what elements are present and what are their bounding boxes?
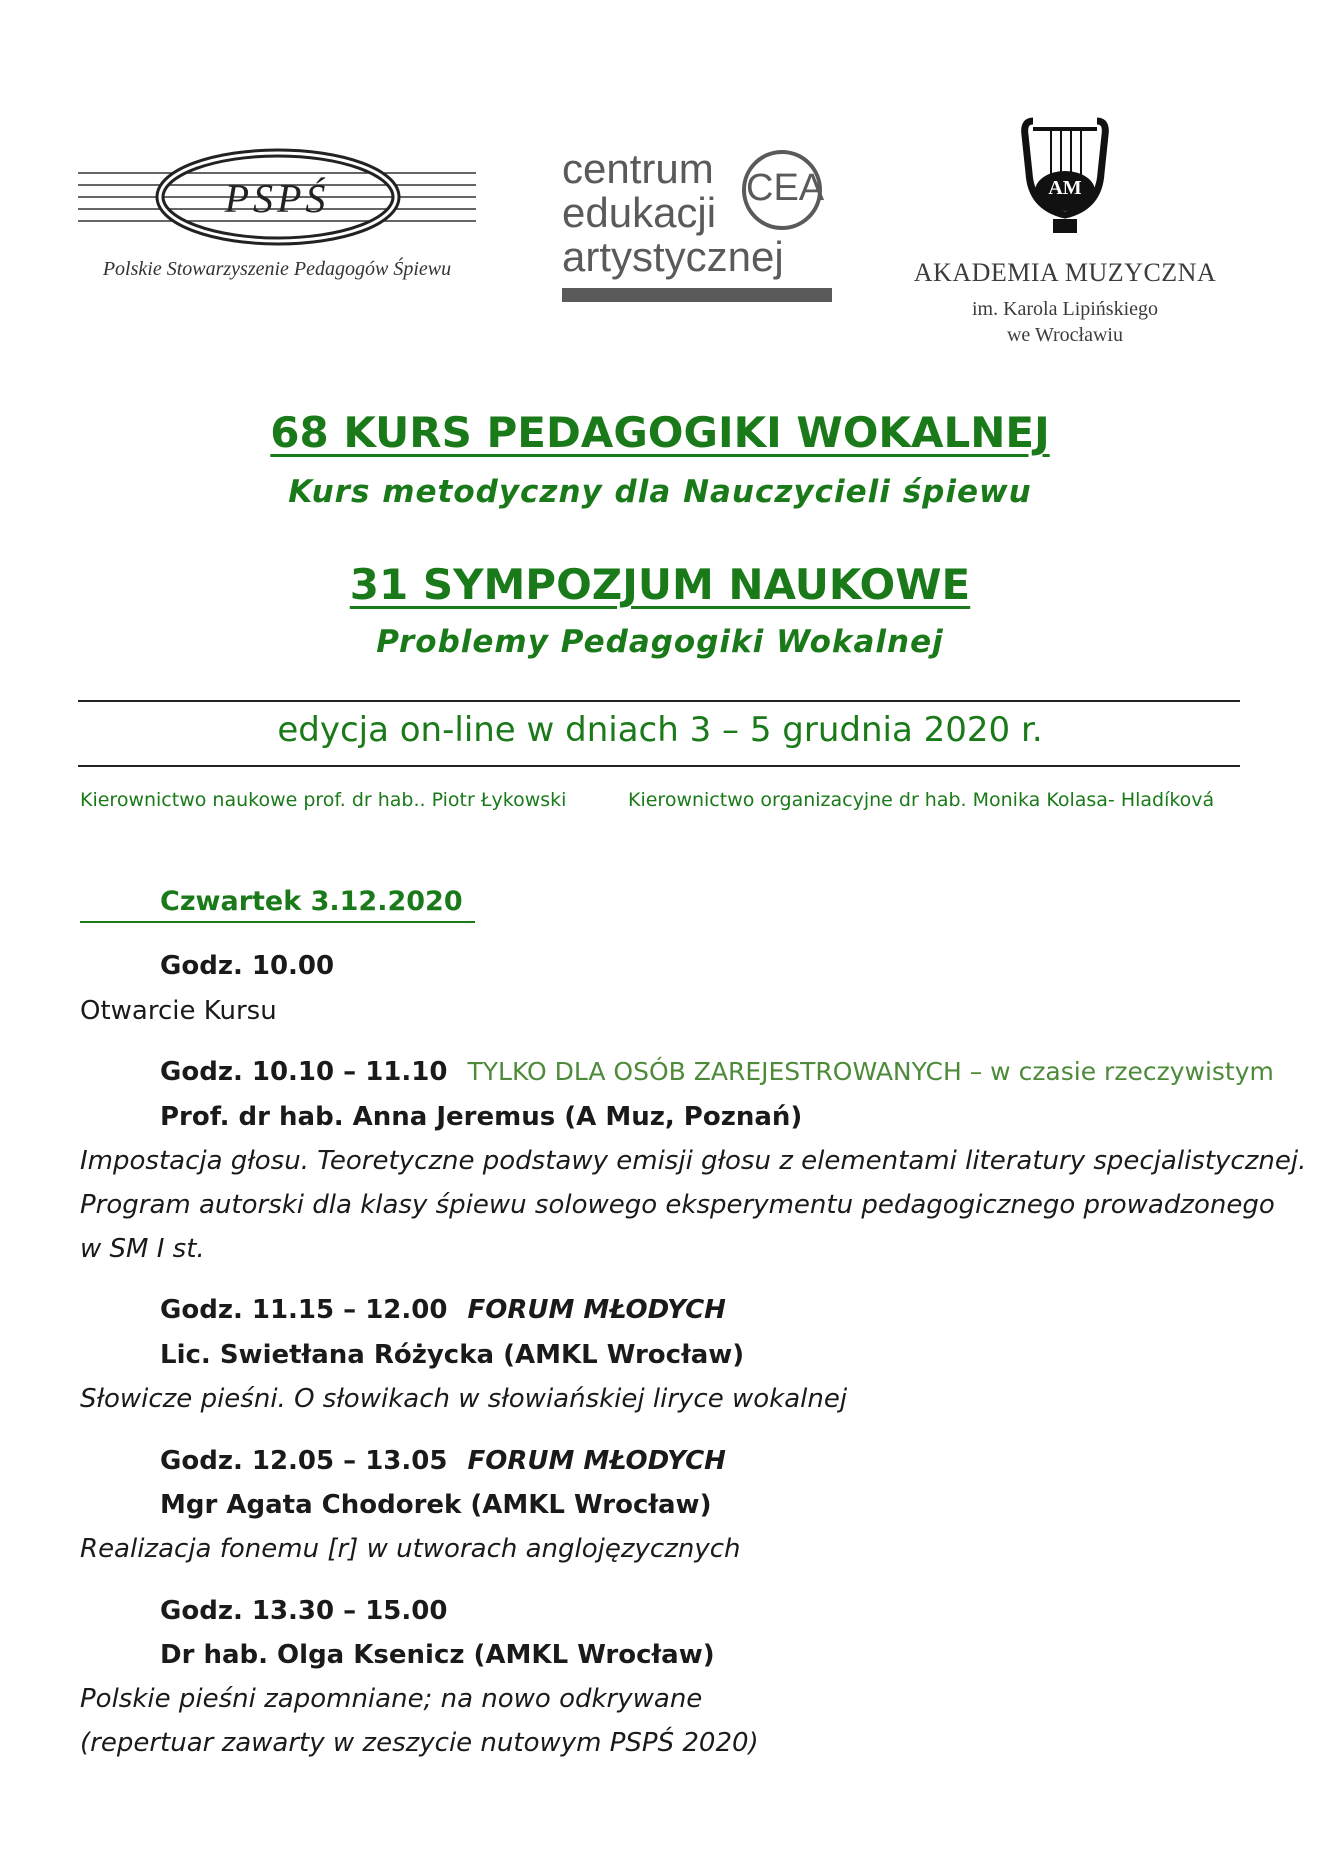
session-desc: Słowicze pieśni. O słowikach w słowiańskiej liryce wokalnej (80, 1384, 848, 1414)
cea-line1: centrum (562, 145, 714, 192)
session-speaker: Prof. dr hab. Anna Jeremus (A Muz, Poznań) (160, 1102, 803, 1132)
cea-line2: edukacji (562, 189, 717, 236)
session-row (160, 1295, 726, 1325)
divider-bottom (78, 765, 1240, 767)
psps-mark: PSPŚ (224, 176, 330, 221)
session-speaker: Lic. Swietłana Różycka (AMKL Wrocław) (160, 1340, 745, 1370)
session-row (160, 1057, 1274, 1087)
organizational-lead: Kierownictwo organizacyjne dr hab. Monika Kolasa- Hladíková (628, 789, 1215, 811)
academy-name: AKADEMIA MUZYCZNA (913, 258, 1217, 287)
academy-logo (895, 115, 1235, 355)
edition-line: edycja on-line w dniach 3 – 5 grudnia 2020 r. (277, 710, 1043, 750)
session-desc-line: Polskie pieśni zapomniane; na nowo odkrywane (80, 1684, 703, 1714)
session-desc: Otwarcie Kursu (80, 996, 277, 1026)
session-time: Godz. 11.15 – 12.00 (160, 1295, 448, 1325)
course-title: 68 KURS PEDAGOGIKI WOKALNEJ (270, 408, 1050, 457)
lyre-icon (1015, 115, 1115, 235)
session-time: Godz. 10.10 – 11.10 (160, 1057, 448, 1087)
symposium-subtitle: Problemy Pedagogiki Wokalnej (376, 624, 944, 660)
session-tag: FORUM MŁODYCH (467, 1446, 726, 1476)
session-tag: FORUM MŁODYCH (467, 1295, 726, 1325)
day-label: Czwartek 3.12.2020 (160, 886, 463, 917)
cea-emblem-icon (742, 150, 825, 230)
session-note: TYLKO DLA OSÓB ZAREJESTROWANYCH – w czasie rzeczywistym (467, 1057, 1274, 1086)
session-desc-line: w SM I st. (80, 1234, 205, 1264)
session-time: Godz. 13.30 – 15.00 (160, 1596, 448, 1626)
cea-line3: artystycznej (562, 233, 784, 280)
session-desc-line: (repertuar zawarty w zeszycie nutowym PSPŚ 2020) (80, 1728, 759, 1758)
cea-bar (562, 288, 832, 302)
academy-patron: im. Karola Lipińskiego (971, 298, 1159, 320)
cea-mark: CEA (746, 167, 825, 209)
session-desc-line: Impostacja głosu. Teoretyczne podstawy emisji głosu z elementami literatury specjalistycznej. (80, 1146, 1307, 1176)
academy-city: we Wrocławiu (1006, 324, 1123, 346)
session-desc: Realizacja fonemu [r] w utworach anglojęzycznych (80, 1534, 741, 1564)
academy-mark: AM (1048, 177, 1082, 199)
symposium-title: 31 SYMPOZJUM NAUKOWE (349, 560, 971, 609)
day-header (80, 886, 475, 923)
course-subtitle: Kurs metodyczny dla Nauczycieli śpiewu (288, 474, 1032, 510)
session-row (160, 1446, 726, 1476)
psps-caption: Polskie Stowarzyszenie Pedagogów Śpiewu (102, 258, 452, 280)
session-speaker: Dr hab. Olga Ksenicz (AMKL Wrocław) (160, 1640, 715, 1670)
divider-top (78, 700, 1240, 702)
scientific-lead: Kierownictwo naukowe prof. dr hab.. Piotr Łykowski (80, 789, 567, 811)
cea-logo (562, 140, 840, 306)
session-time: Godz. 12.05 – 13.05 (160, 1446, 448, 1476)
session-time: Godz. 10.00 (160, 951, 335, 981)
session-desc-line: Program autorski dla klasy śpiewu solowego eksperymentu pedagogicznego prowadzonego (80, 1190, 1275, 1220)
psps-logo (78, 145, 476, 285)
session-speaker: Mgr Agata Chodorek (AMKL Wrocław) (160, 1490, 712, 1520)
